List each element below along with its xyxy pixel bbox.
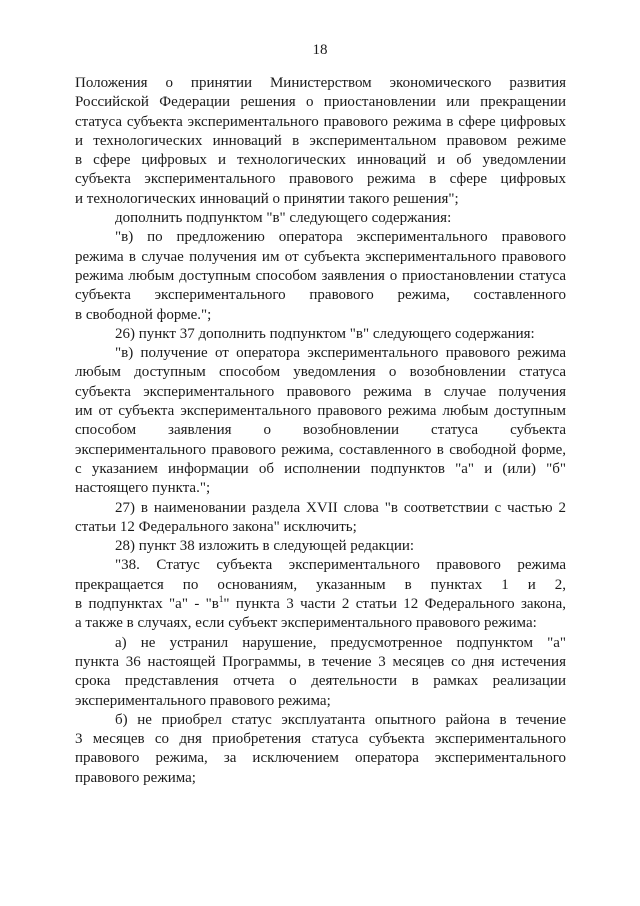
- text-line-content: "в) получение от оператора экспериментального правового режима: [115, 345, 566, 362]
- text-line: [75, 499, 566, 518]
- text-line-content: а также в случаях, если субъект экспериментального правового режима:: [75, 615, 537, 632]
- text-line-content: субъекта экспериментального правового режима в сфере цифровых: [75, 171, 566, 188]
- text-line: [75, 479, 566, 498]
- text-line: [75, 614, 566, 633]
- text-line-content: экспериментального правового режима;: [75, 692, 331, 709]
- text-line: [75, 363, 566, 382]
- text-line: [75, 556, 566, 575]
- text-line: [75, 151, 566, 170]
- text-line-content: статуса субъекта экспериментального правового режима в сфере цифровых: [75, 113, 566, 130]
- text-line-content: в сфере цифровых и технологических инноваций и об уведомлении: [75, 152, 566, 169]
- text-line-content: срока представления отчета о деятельности в рамках реализации: [75, 673, 566, 690]
- text-line: [75, 537, 566, 556]
- text-line-content: экспериментального правового режима, составленного в свободной форме,: [75, 441, 566, 458]
- text-line: [75, 383, 566, 402]
- text-line: [75, 132, 566, 151]
- document-body: [75, 74, 566, 788]
- text-line-content: правового режима, за исключением оператора экспериментального: [75, 750, 566, 767]
- text-line-content: субъекта экспериментального правового режима в случае получения: [75, 383, 566, 400]
- text-line-content: пункта 36 настоящей Программы, в течение 3 месяцев со дня истечения: [75, 653, 566, 670]
- text-line-content: режима любым доступным способом заявления о приостановлении статуса: [75, 267, 566, 284]
- text-line: [75, 74, 566, 93]
- text-line-content: Российской Федерации решения о приостановлении или прекращении: [75, 94, 566, 111]
- text-line: [75, 441, 566, 460]
- text-line-content: способом заявления о возобновлении статуса субъекта: [75, 422, 566, 439]
- page-number: 18: [312, 42, 328, 58]
- text-line: [75, 692, 566, 711]
- text-line: [75, 595, 566, 614]
- text-line-content: дополнить подпунктом "в" следующего содержания:: [115, 210, 452, 227]
- text-line: [75, 344, 566, 363]
- text-line: [75, 460, 566, 479]
- text-line: [75, 711, 566, 730]
- text-line-content: в свободной форме.";: [75, 306, 212, 323]
- text-line-content: 27) в наименовании раздела XVII слова "в соответствии с частью 2: [115, 499, 566, 516]
- text-line: [75, 421, 566, 440]
- superscript: 1: [218, 594, 224, 605]
- text-line-content: в подпунктах "а" - "в: [75, 596, 219, 613]
- text-line-content: и технологических инноваций о принятии такого решения";: [75, 190, 459, 207]
- text-line-content: Положения о принятии Министерством экономического развития: [75, 75, 566, 91]
- text-line-content: режима в случае получения им от субъекта экспериментального правового: [75, 248, 566, 265]
- text-line: [75, 402, 566, 421]
- text-line-content: и технологических инноваций в экспериментальном правовом режиме: [75, 132, 566, 149]
- text-line-content: 26) пункт 37 дополнить подпунктом "в" следующего содержания:: [115, 325, 535, 342]
- text-line: [75, 93, 566, 112]
- text-line: [75, 634, 566, 653]
- text-line: [75, 267, 566, 286]
- text-line: [75, 653, 566, 672]
- text-line-content: 3 месяцев со дня приобретения статуса субъекта экспериментального: [75, 731, 566, 748]
- text-line-content: а) не устранил нарушение, предусмотренное подпунктом "а": [115, 634, 566, 651]
- text-line: [75, 248, 566, 267]
- text-line-content: "38. Статус субъекта экспериментального правового режима: [115, 557, 566, 574]
- text-line: [75, 190, 566, 209]
- text-line-content: 28) пункт 38 изложить в следующей редакции:: [115, 538, 415, 555]
- text-line: [75, 730, 566, 749]
- text-line-content: субъекта экспериментального правового режима, составленного: [75, 287, 566, 304]
- text-line-content: прекращается по основаниям, указанным в пунктах 1 и 2,: [75, 576, 566, 593]
- text-line-content: правового режима;: [75, 769, 196, 786]
- text-line-content: б) не приобрел статус эксплуатанта опытного района в течение: [115, 711, 566, 728]
- text-line: [75, 306, 566, 325]
- text-line: [75, 113, 566, 132]
- text-line-content: с указанием информации об исполнении подпунктов "а" и (или) "б": [75, 460, 566, 477]
- text-line: [75, 749, 566, 768]
- text-line-content: "в) по предложению оператора экспериментального правового: [115, 229, 566, 246]
- text-line: [75, 286, 566, 305]
- text-line: [75, 518, 566, 537]
- text-line: [75, 769, 566, 788]
- text-line: [75, 325, 566, 344]
- text-line: [75, 228, 566, 247]
- text-line: [75, 170, 566, 189]
- text-line-content: статьи 12 Федерального закона" исключить;: [75, 518, 357, 535]
- text-line-content: настоящего пункта.";: [75, 480, 211, 497]
- text-line-continuation: " пункта 3 части 2 статьи 12 Федерального закона,: [223, 596, 566, 613]
- text-line-content: им от субъекта экспериментального правового режима любым доступным: [75, 403, 566, 420]
- text-line: [75, 672, 566, 691]
- text-line: [75, 576, 566, 595]
- text-line: [75, 209, 566, 228]
- text-line-content: любым доступным способом уведомления о возобновлении статуса: [75, 364, 566, 381]
